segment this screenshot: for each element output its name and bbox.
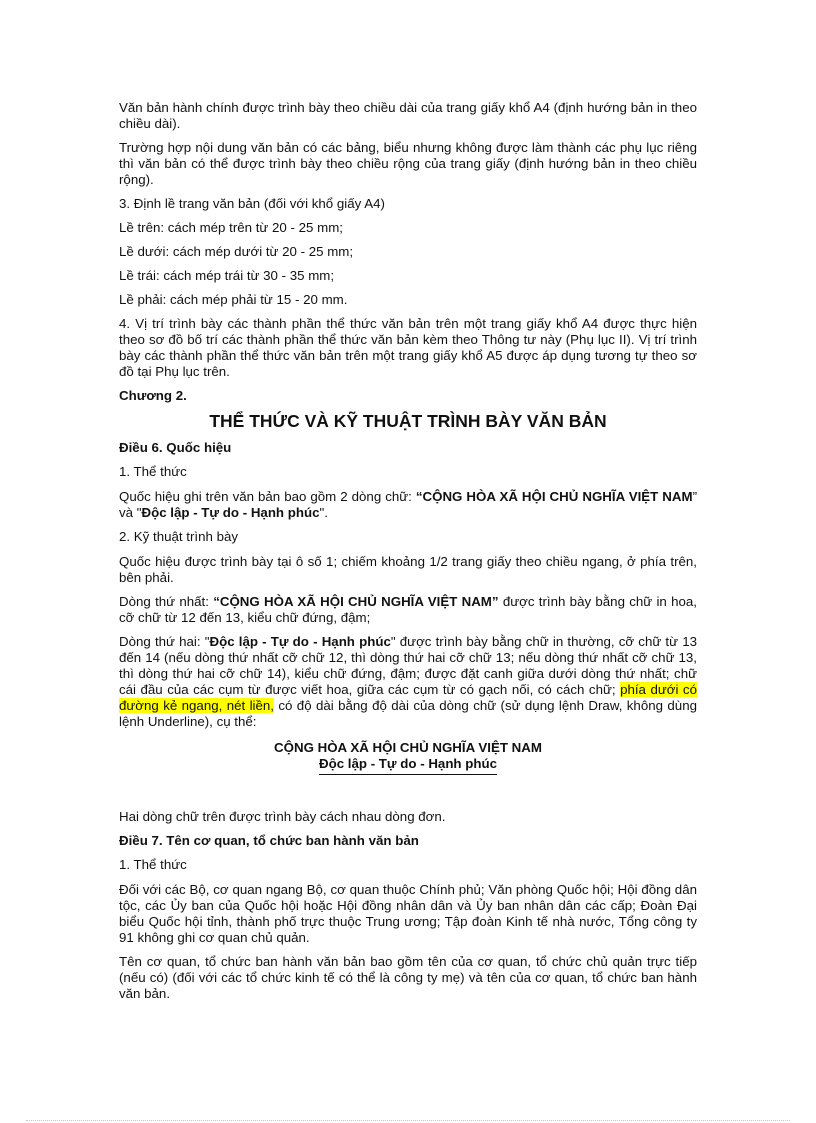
bold-text: “CỘNG HÒA XÃ HỘI CHỦ NGHĨA VIỆT NAM”: [213, 594, 499, 609]
bold-text: Độc lập - Tự do - Hạnh phúc: [141, 505, 320, 520]
chapter-title: THỂ THỨC VÀ KỸ THUẬT TRÌNH BÀY VĂN BẢN: [209, 411, 607, 431]
text-run: ” và ": [119, 489, 697, 520]
document-page: [119, 100, 697, 1010]
bold-text: “CỘNG HÒA XÃ HỘI CHỦ NGHĨA VIỆT NAM: [415, 489, 693, 504]
page-divider: [26, 1120, 790, 1121]
paragraph: Văn bản hành chính được trình bày theo chiều dài của trang giấy khổ A4 (định hướng bản in theo chiều dài).: [119, 100, 697, 131]
article-heading: Điều 7. Tên cơ quan, tổ chức ban hành văn bản: [119, 833, 419, 848]
paragraph: Quốc hiệu được trình bày tại ô số 1; chiếm khoảng 1/2 trang giấy theo chiều ngang, ở phía trên, bên phải.: [119, 554, 697, 585]
text-run: Quốc hiệu ghi trên văn bản bao gồm 2 dòng chữ:: [119, 489, 416, 504]
sub-heading: 1. Thể thức: [119, 857, 187, 872]
paragraph: [119, 594, 697, 626]
national-motto: [119, 740, 697, 775]
paragraph: Lề trên: cách mép trên từ 20 - 25 mm;: [119, 220, 343, 235]
paragraph: Lề dưới: cách mép dưới từ 20 - 25 mm;: [119, 244, 354, 259]
paragraph: Trường hợp nội dung văn bản có các bảng, biểu nhưng không được làm thành các phụ lục riêng thì văn bản có thể được trình bày theo chiều rộng của trang giấy (định hướng bản in theo chiều rộng).: [119, 140, 697, 187]
paragraph: Lề trái: cách mép trái từ 30 - 35 mm;: [119, 268, 335, 283]
paragraph: 4. Vị trí trình bày các thành phần thể thức văn bản trên một trang giấy khổ A4 được thực hiện theo sơ đồ bố trí các thành phần thể thức văn bản kèm theo Thông tư này (Phụ lục II). Vị trí trình bày các thành phần thể thức văn bản trên một trang giấy khổ A5 được áp dụng tương tự theo sơ đồ tại Phụ lục trên.: [119, 316, 697, 379]
bold-text: Độc lập - Tự do - Hạnh phúc: [209, 634, 391, 649]
text-run: ".: [319, 505, 328, 520]
text-run: có độ dài bằng độ dài của dòng chữ (sử dụng lệnh Draw, không dùng lệnh Underline), cụ thể:: [119, 698, 697, 729]
paragraph: [119, 489, 697, 521]
paragraph: [119, 634, 697, 730]
motto-line-2: Độc lập - Tự do - Hạnh phúc: [319, 756, 497, 775]
paragraph: Đối với các Bộ, cơ quan ngang Bộ, cơ quan thuộc Chính phủ; Văn phòng Quốc hội; Hội đồng dân tộc, các Ủy ban của Quốc hội hoặc Hội đồng nhân dân và Ủy ban nhân dân các cấp; Đoàn Đại biểu Quốc hội tỉnh, thành phố trực thuộc Trung ương; Tập đoàn Kinh tế nhà nước, Tổng công ty 91 không ghi cơ quan chủ quản.: [119, 882, 697, 945]
paragraph: Lề phải: cách mép phải từ 15 - 20 mm.: [119, 292, 348, 307]
paragraph: Hai dòng chữ trên được trình bày cách nhau dòng đơn.: [119, 809, 446, 824]
text-run: Dòng thứ nhất:: [119, 594, 214, 609]
article-heading: Điều 6. Quốc hiệu: [119, 440, 232, 455]
motto-line-1: CỘNG HÒA XÃ HỘI CHỦ NGHĨA VIỆT NAM: [274, 740, 542, 755]
sub-heading: 1. Thể thức: [119, 464, 187, 479]
text-run: được trình bày bằng chữ in hoa, cỡ chữ từ 12 đến 13, kiểu chữ đứng, đậm;: [119, 594, 697, 625]
text-run: " được trình bày bằng chữ in thường, cỡ chữ từ 13 đến 14 (nếu dòng thứ nhất cỡ chữ 12, thì dòng thứ hai cỡ chữ 13; nếu dòng thứ nhất cỡ chữ 13, thì dòng thứ hai cỡ chữ 14), kiểu chữ đứng, đậm; được đặt canh giữa dưới dòng thứ nhất; chữ cái đầu của các cụm từ được viết hoa, giữa các cụm từ có gạch nối, có cách chữ;: [119, 634, 697, 697]
highlighted-text: phía dưới có đường kẻ ngang, nét liền,: [119, 682, 697, 713]
chapter-label: Chương 2.: [119, 388, 187, 403]
paragraph: Tên cơ quan, tổ chức ban hành văn bản bao gồm tên của cơ quan, tổ chức chủ quản trực tiếp (nếu có) (đối với các tổ chức kinh tế có thể là công ty mẹ) và tên của cơ quan, tổ chức ban hành văn bản.: [119, 954, 697, 1001]
sub-heading: 2. Kỹ thuật trình bày: [119, 529, 239, 544]
text-run: Dòng thứ hai: ": [119, 634, 210, 649]
paragraph: 3. Định lề trang văn bản (đối với khổ giấy A4): [119, 196, 385, 211]
